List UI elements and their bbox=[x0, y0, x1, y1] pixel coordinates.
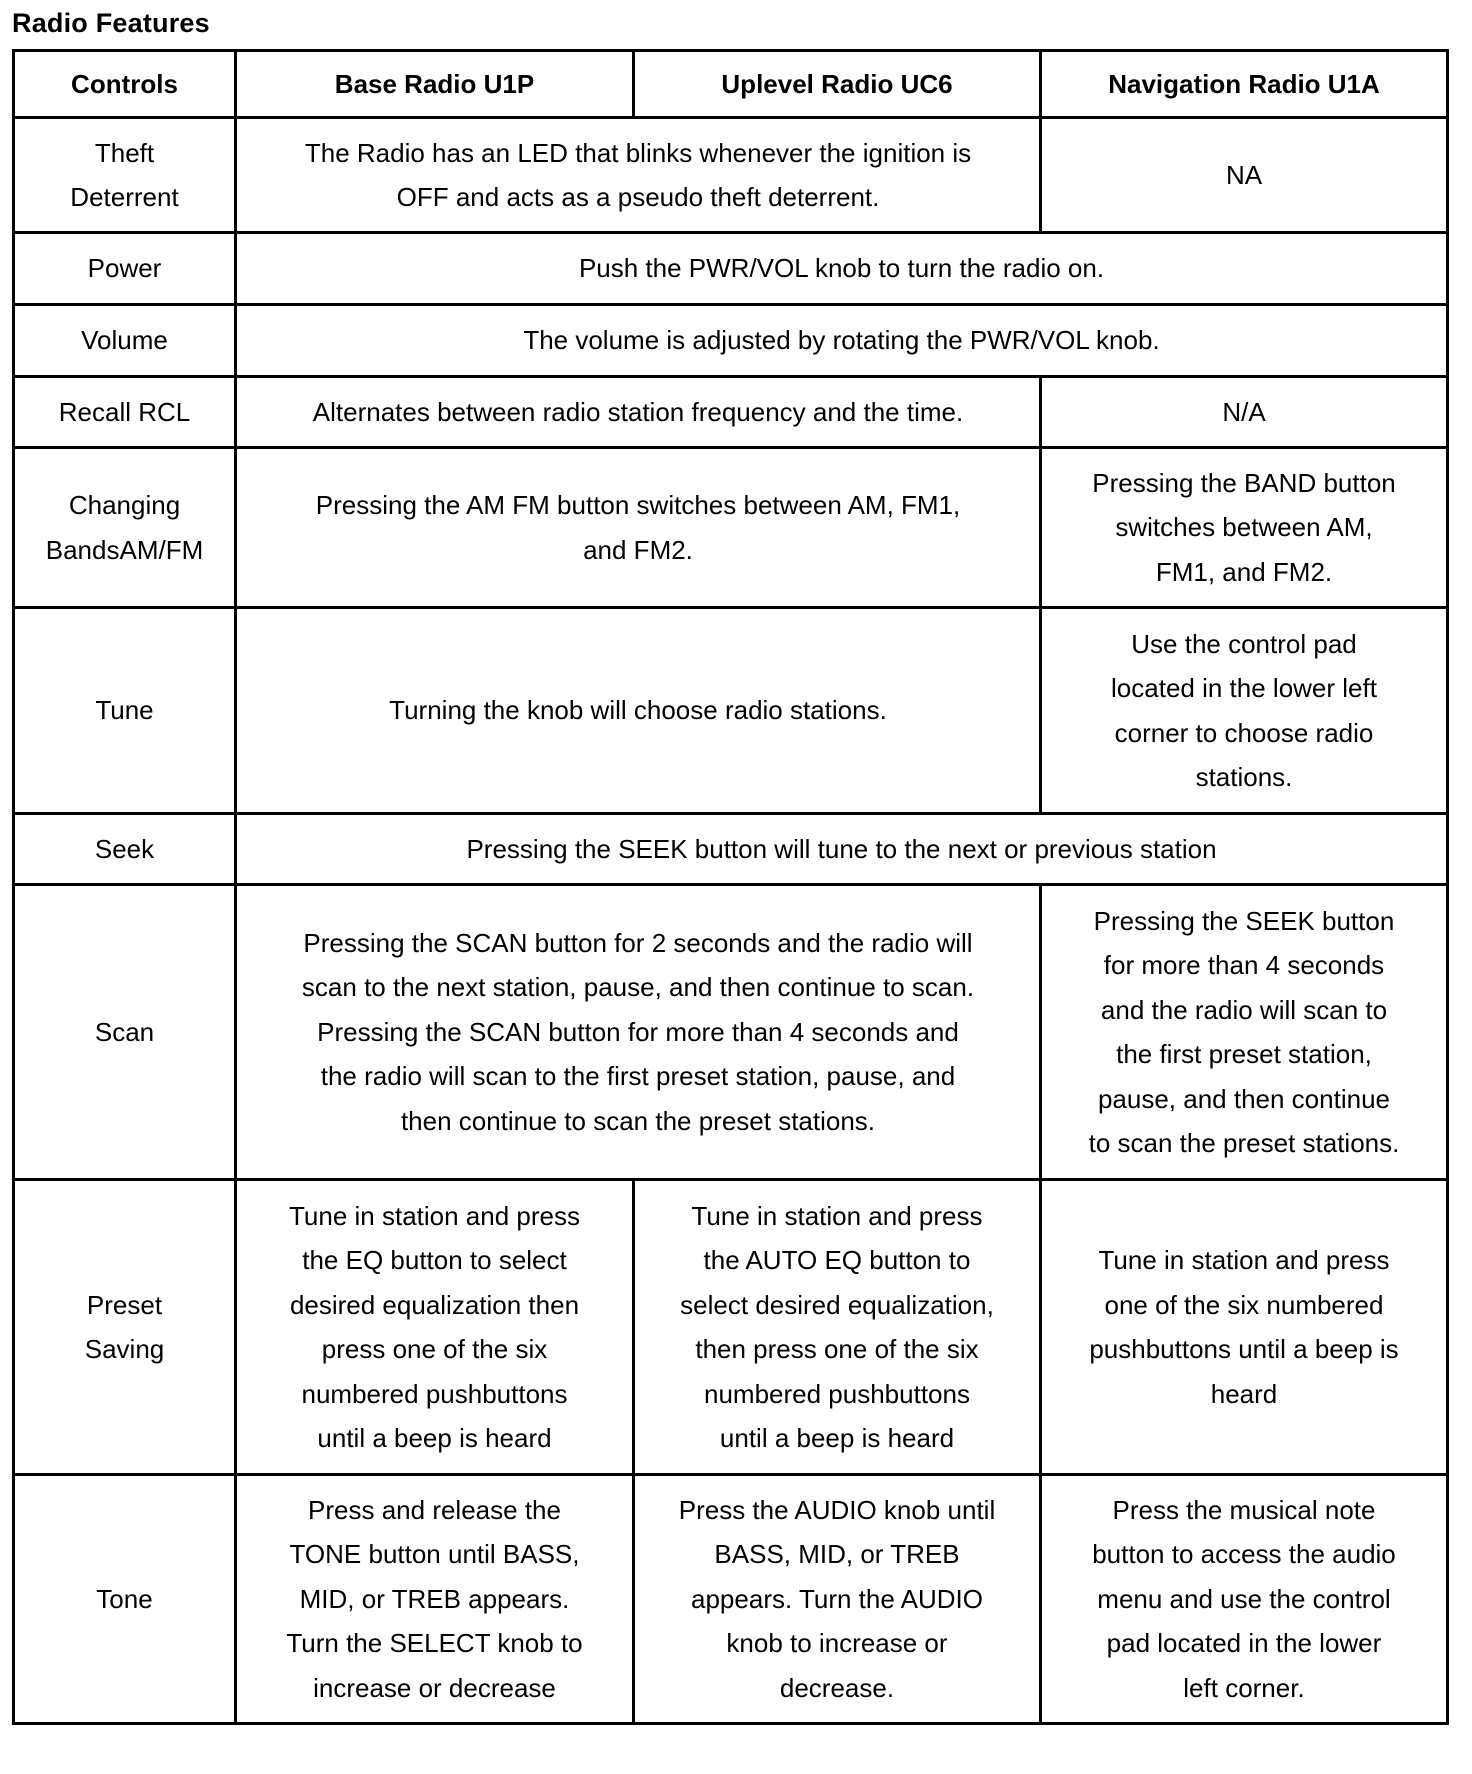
table-row-changing-bands bbox=[14, 448, 1448, 608]
table-row-preset-saving bbox=[14, 1180, 1448, 1475]
header-base-radio: Base Radio U1P bbox=[236, 51, 634, 118]
base-uplevel-cell: Alternates between radio station frequency and the time. bbox=[236, 377, 1041, 448]
header-navigation-radio: Navigation Radio U1A bbox=[1041, 51, 1448, 118]
base-radio-cell: Tune in station and press the EQ button to select desired equalization then press one of the six numbered pushbuttons until a beep is heard bbox=[236, 1180, 634, 1475]
all-radios-cell: Push the PWR/VOL knob to turn the radio on. bbox=[236, 233, 1448, 305]
all-radios-cell: Pressing the SEEK button will tune to the next or previous station bbox=[236, 814, 1448, 885]
control-label: Tone bbox=[14, 1475, 236, 1724]
table-row-volume bbox=[14, 305, 1448, 377]
table-row-tone bbox=[14, 1475, 1448, 1724]
navigation-cell: Tune in station and press one of the six numbered pushbuttons until a beep is heard bbox=[1041, 1180, 1448, 1475]
navigation-cell: N/A bbox=[1041, 377, 1448, 448]
navigation-cell: Use the control pad located in the lower left corner to choose radio stations. bbox=[1041, 608, 1448, 814]
uplevel-radio-cell: Tune in station and press the AUTO EQ button to select desired equalization, then press one of the six numbered pushbuttons until a beep is heard bbox=[634, 1180, 1041, 1475]
page-title: Radio Features bbox=[12, 8, 210, 38]
table-header-row bbox=[14, 51, 1448, 118]
base-uplevel-cell: Pressing the AM FM button switches between AM, FM1, and FM2. bbox=[236, 448, 1041, 608]
radio-features-table bbox=[12, 49, 1449, 1725]
base-uplevel-cell: Turning the knob will choose radio stations. bbox=[236, 608, 1041, 814]
navigation-cell: Press the musical note button to access the audio menu and use the control pad located in the lower left corner. bbox=[1041, 1475, 1448, 1724]
control-label: Recall RCL bbox=[14, 377, 236, 448]
base-radio-cell: Press and release the TONE button until BASS, MID, or TREB appears. Turn the SELECT knob to increase or decrease bbox=[236, 1475, 634, 1724]
control-label: Volume bbox=[14, 305, 236, 377]
table-row-power bbox=[14, 233, 1448, 305]
navigation-cell: NA bbox=[1041, 118, 1448, 233]
control-label: Preset Saving bbox=[14, 1180, 236, 1475]
base-uplevel-cell: Pressing the SCAN button for 2 seconds and the radio will scan to the next station, pause, and then continue to scan. Pressing the SCAN button for more than 4 seconds and the radio will scan to the first preset station, pause, and then continue to scan the preset stations. bbox=[236, 885, 1041, 1180]
base-uplevel-cell: The Radio has an LED that blinks whenever the ignition is OFF and acts as a pseudo theft deterrent. bbox=[236, 118, 1041, 233]
table-row-recall bbox=[14, 377, 1448, 448]
table-row-tune bbox=[14, 608, 1448, 814]
all-radios-cell: The volume is adjusted by rotating the PWR/VOL knob. bbox=[236, 305, 1448, 377]
navigation-cell: Pressing the SEEK button for more than 4 seconds and the radio will scan to the first preset station, pause, and then continue to scan the preset stations. bbox=[1041, 885, 1448, 1180]
table-row-seek bbox=[14, 814, 1448, 885]
control-label: Seek bbox=[14, 814, 236, 885]
control-label: Power bbox=[14, 233, 236, 305]
navigation-cell: Pressing the BAND button switches between AM, FM1, and FM2. bbox=[1041, 448, 1448, 608]
table-row-scan bbox=[14, 885, 1448, 1180]
control-label: Scan bbox=[14, 885, 236, 1180]
header-uplevel-radio: Uplevel Radio UC6 bbox=[634, 51, 1041, 118]
uplevel-radio-cell: Press the AUDIO knob until BASS, MID, or TREB appears. Turn the AUDIO knob to increase or decrease. bbox=[634, 1475, 1041, 1724]
control-label: Tune bbox=[14, 608, 236, 814]
table-row-theft-deterrent bbox=[14, 118, 1448, 233]
control-label: Changing BandsAM/FM bbox=[14, 448, 236, 608]
control-label: Theft Deterrent bbox=[14, 118, 236, 233]
header-controls: Controls bbox=[14, 51, 236, 118]
